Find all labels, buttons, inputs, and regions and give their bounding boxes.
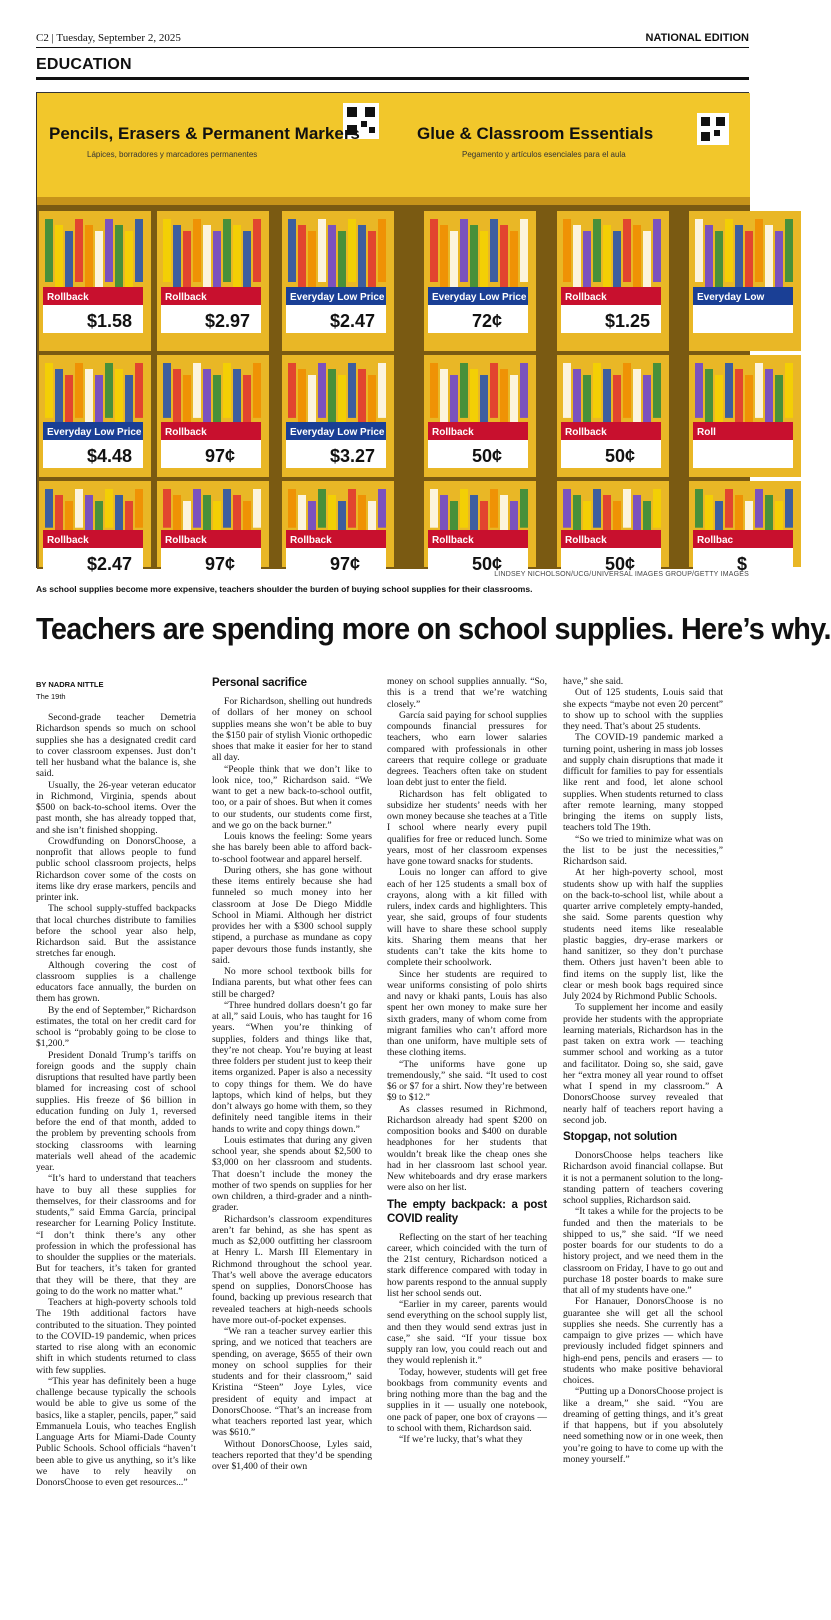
paragraph: have,” she said. <box>563 676 624 687</box>
price-tag <box>161 530 261 576</box>
price-tag-price: 50¢ <box>472 446 503 466</box>
supply-item <box>520 219 528 282</box>
supply-item <box>745 231 753 294</box>
paragraph: Louis estimates that during any given school year, she spends about $2,500 to $3,000 on her classroom and students. That doesn’t include the money the mother of two spends on supplies for her own children, a third-grader and a ninth-grader. <box>212 1134 372 1214</box>
supply-item <box>45 219 53 282</box>
supply-item <box>470 369 478 424</box>
supply-item <box>203 369 211 424</box>
price-tag-label: Rollback <box>47 535 89 546</box>
supply-item <box>695 219 703 282</box>
supply-item <box>755 363 763 418</box>
supply-item <box>115 225 123 288</box>
supply-item <box>223 363 231 418</box>
paragraph: As classes resumed in Richmond, Richardson already had spent $200 on composition books and $400 on durable headphones for her students that wouldn’t break like the cheap ones she had in her classroom last school year. New whiteboards and dry erase markers were also on her list. <box>387 1103 547 1194</box>
supply-item <box>725 219 733 282</box>
paragraph: Richardson has felt obligated to subsidize her students’ needs with her own money because she teaches at a Title I school where nearly every pupil qualifies for free or reduced lunch. Some years, most of her classroom expenses have gone toward snacks for students. <box>387 788 547 867</box>
paragraph: García said paying for school supplies compounds financial pressures for teachers, who earn lower salaries compared with professionals in other careers that require college or graduate degrees. Teachers often take on student loan debt just to enter the field. <box>387 709 547 789</box>
supply-item <box>125 375 133 430</box>
paragraph: At her high-poverty school, most students show up with half the supplies on the back-to-school list, while about a quarter arrive completely empty-handed, she said. Some parents question why students need items like resealable plastic baggies, dry-erase markers or hand sanitizer, so they don’t purchase them. Others just haven’t been able to find items on the supply list, like the clear or mesh book bags required since July 2024 by Richmond Public Schools. <box>563 867 723 1002</box>
price-tag-label: Roll <box>697 427 716 438</box>
supply-item <box>490 363 498 418</box>
supply-item <box>633 495 641 534</box>
header-rule <box>36 47 749 48</box>
supply-item <box>75 489 83 528</box>
price-tag <box>43 287 143 333</box>
supply-item <box>85 369 93 424</box>
supply-item <box>593 489 601 528</box>
price-tag <box>286 422 386 468</box>
paragraph: Richardson’s classroom expenditures aren’t far behind, as she has spent as much as $2,000 outfitting her classroom at Henry L. Marsh III Elementary in Richmond throughout the school year. That’s well above the average educators spend on supplies, DonorsChoose has found, backing up previous research that revealed teachers at high-needs schools have more out-of-pocket expenses. <box>212 1213 372 1326</box>
supply-item <box>328 495 336 534</box>
supply-item <box>785 363 793 418</box>
supply-item <box>430 363 438 418</box>
supply-item <box>520 489 528 528</box>
supply-item <box>358 369 366 424</box>
supply-item <box>460 363 468 418</box>
supply-item <box>573 495 581 534</box>
lead-photo <box>36 92 765 574</box>
paragraph: The school supply-stuffed backpacks that local churches distribute to families before the school year also help, Richardson said. But the assistance stretches far enough. <box>36 903 196 960</box>
price-tag-price: 97¢ <box>330 554 361 574</box>
section-rule <box>36 77 749 80</box>
issue-date: Tuesday, September 2, 2025 <box>56 32 181 44</box>
supply-item <box>253 363 261 418</box>
supply-item <box>233 225 241 288</box>
supply-item <box>298 369 306 424</box>
supply-item <box>705 495 713 534</box>
supply-item <box>173 495 181 534</box>
price-tag-label: Everyday Low Price <box>432 292 527 303</box>
sign-left-subtitle: Lápices, borradores y marcadores permanentes <box>87 150 258 159</box>
price-tag <box>428 287 528 333</box>
price-tag-label: Rollback <box>565 535 607 546</box>
price-tag-label: Rollback <box>565 292 607 303</box>
supply-item <box>653 219 661 282</box>
supply-item <box>583 375 591 430</box>
supply-item <box>430 489 438 528</box>
paragraph: money on school supplies annually. “So, this is a trend that we’re watching closely.” <box>387 676 547 710</box>
paragraph: “People think that we don’t like to look nice, too,” Richardson said. “We want to get a new back-to-school outfit, too, or a pair of shoes. But when it comes to our students, our students come first, and we go on the back burner.” <box>212 763 372 831</box>
paragraph: President Donald Trump’s tariffs on foreign goods and the supply chain disruptions that resulted have partly been blamed for increasing cost of school supplies. His freeze of $6 billion in education funding on July 1, reversed before the end of that month, added to the problem by preventing schools from stocking classrooms with learning materials well ahead of the academic year. <box>36 1049 196 1173</box>
supply-item <box>573 369 581 424</box>
supply-item <box>450 375 458 430</box>
supply-item <box>338 231 346 294</box>
supply-item <box>470 225 478 288</box>
supply-item <box>715 375 723 430</box>
supply-item <box>253 219 261 282</box>
price-tag <box>561 287 661 333</box>
supply-item <box>75 219 83 282</box>
supply-item <box>243 375 251 430</box>
supply-item <box>460 489 468 528</box>
paragraph: During others, she has gone without these items entirely because she had funneled so much money into her classroom at Jose De Diego Middle School in Miami. Although her district provides her with a $300 school supply stipend, a purchase as mundane as copy paper devours those funds instantly, she said. <box>212 864 372 966</box>
price-tag <box>43 530 143 576</box>
supply-item <box>785 489 793 528</box>
supply-item <box>243 231 251 294</box>
supply-item <box>633 369 641 424</box>
supply-item <box>500 495 508 534</box>
supply-item <box>203 225 211 288</box>
supply-item <box>308 231 316 294</box>
price-tag-price: 50¢ <box>605 446 636 466</box>
price-tag <box>161 422 261 468</box>
supply-item <box>470 495 478 534</box>
supply-item <box>725 489 733 528</box>
article-headline: Teachers are spending more on school supplies. Here’s why. <box>36 611 831 646</box>
school-supply-shelves-photo <box>37 93 765 574</box>
supply-item <box>613 375 621 430</box>
supply-item <box>328 225 336 288</box>
supply-item <box>490 489 498 528</box>
price-tag-label: Everyday Low Price <box>47 427 142 438</box>
supply-item <box>135 489 143 528</box>
price-tag <box>428 530 528 576</box>
price-tag-label: Rollback <box>432 535 474 546</box>
supply-item <box>500 369 508 424</box>
price-tag-price: $ <box>737 554 748 574</box>
price-tag-price: $3.27 <box>330 446 376 466</box>
price-tag-label: Everyday Low <box>697 292 765 303</box>
supply-item <box>563 363 571 418</box>
supply-item <box>755 219 763 282</box>
supply-item <box>480 375 488 430</box>
supply-item <box>593 363 601 418</box>
supply-item <box>233 495 241 534</box>
page-header <box>36 30 749 48</box>
supply-item <box>298 495 306 534</box>
supply-item <box>105 489 113 528</box>
supply-item <box>735 495 743 534</box>
price-tag-price: $1.25 <box>605 311 651 331</box>
price-tag-price: $1.58 <box>87 311 133 331</box>
price-tag-label: Rollback <box>47 292 89 303</box>
supply-item <box>233 369 241 424</box>
supply-item <box>358 225 366 288</box>
price-tag-price: 50¢ <box>605 554 636 574</box>
supply-item <box>378 363 386 418</box>
supply-item <box>328 369 336 424</box>
supply-item <box>430 219 438 282</box>
price-tag-price: 97¢ <box>205 446 236 466</box>
supply-item <box>653 489 661 528</box>
supply-item <box>105 219 113 282</box>
supply-item <box>105 363 113 418</box>
supply-item <box>348 219 356 282</box>
section-title: EDUCATION <box>36 56 132 73</box>
supply-item <box>440 495 448 534</box>
paragraph: “The uniforms have gone up tremendously,” she said. “It used to cost $6 or $7 for a shirt. Now they’re between $9 to $12.” <box>387 1058 547 1104</box>
supply-item <box>85 495 93 534</box>
supply-item <box>115 495 123 534</box>
supply-item <box>695 489 703 528</box>
sign-right-subtitle: Pegamento y artículos esenciales para el aula <box>462 150 626 159</box>
paragraph: Second-grade teacher Demetria Richardson spends so much on school supplies she has a designated credit card to cover classroom expenses. Just don’t tell her husband what the balance is, she said. <box>36 712 196 780</box>
supply-item <box>510 375 518 430</box>
price-tag-label: Rollback <box>290 535 332 546</box>
supply-item <box>288 489 296 528</box>
supply-item <box>55 225 63 288</box>
article-column-3 <box>387 676 547 1445</box>
price-tag-label: Rollback <box>165 292 207 303</box>
supply-item <box>348 489 356 528</box>
photo-credit: LINDSEY NICHOLSON/UCG/UNIVERSAL IMAGES GROUP/GETTY IMAGES <box>494 571 749 578</box>
paragraph: For Hanauer, DonorsChoose is no guarantee she will get all the school supplies she needs. She currently has a campaign to give prizes — which have previously included fidget spinners and high-end pens, pencils and erasers — to students who make positive behavioral choices. <box>563 1296 723 1386</box>
supply-item <box>65 231 73 294</box>
supply-item <box>603 495 611 534</box>
supply-item <box>173 225 181 288</box>
supply-item <box>623 219 631 282</box>
price-tag <box>428 422 528 468</box>
supply-item <box>633 225 641 288</box>
paragraph: Out of 125 students, Louis said that she expects “maybe not even 20 percent” to show up to school with the supplies they need. That’s about 25 students. <box>563 687 723 732</box>
supply-item <box>75 363 83 418</box>
supply-item <box>85 225 93 288</box>
supply-item <box>308 375 316 430</box>
price-tag <box>561 422 661 468</box>
byline-organization: The 19th <box>36 692 66 701</box>
supply-item <box>348 363 356 418</box>
paragraph: “So we tried to minimize what was on the list to be just the necessities,” Richardson said. <box>563 833 723 867</box>
supply-item <box>613 231 621 294</box>
supply-item <box>193 363 201 418</box>
subhead-personal-sacrifice: Personal sacrifice <box>212 677 307 689</box>
supply-item <box>45 363 53 418</box>
paragraph: Since her students are required to wear uniforms consisting of polo shirts and navy or khaki pants, Louis has also spent her own money to make sure her sixth graders, many of whom come from migrant families who can’t afford more than one uniform, have multiple sets of these clothing items. <box>387 968 547 1059</box>
subhead-stopgap: Stopgap, not solution <box>563 1131 677 1143</box>
sign-right-title: Glue & Classroom Essentials <box>417 124 654 143</box>
supply-item <box>163 489 171 528</box>
supply-item <box>203 495 211 534</box>
supply-item <box>695 363 703 418</box>
page-folio: C2 | Tuesday, September 2, 2025 <box>36 32 181 44</box>
supply-item <box>725 363 733 418</box>
supply-item <box>318 489 326 528</box>
supply-item <box>775 375 783 430</box>
price-tag-price: $2.47 <box>87 554 133 574</box>
supply-item <box>213 375 221 430</box>
price-tag <box>693 422 793 468</box>
price-tag-price: 72¢ <box>472 311 503 331</box>
paragraph: “Putting up a DonorsChoose project is like a dream,” she said. “You are dreaming of getting things, and it’s great if that happens, but if you absolutely need something now or in one week, then you’re going to have to come up with the money yourself.” <box>563 1386 723 1465</box>
supply-item <box>520 363 528 418</box>
supply-item <box>95 231 103 294</box>
supply-item <box>755 489 763 528</box>
supply-item <box>115 369 123 424</box>
price-tag-label: Everyday Low Price <box>290 292 385 303</box>
paragraph: Reflecting on the start of her teaching career, which coincided with the turn of the 21st century, Richardson noticed a stark difference compared with today in how parents respond to the annual supply list her school sends out. <box>387 1231 547 1299</box>
supply-item <box>583 231 591 294</box>
price-tag <box>561 530 661 576</box>
supply-item <box>163 363 171 418</box>
paragraph: Today, however, students will get free bookbags from community events and bring nothing more than the bag and the supplies in it — usually one notebook, one pack of paper, one box of crayons — to school with them, Richardson said. <box>387 1366 547 1434</box>
paragraph: “It’s hard to understand that teachers have to buy all these supplies for themselves, for their classrooms and for students,” said Emma García, principal researcher for Learning Policy Institute. “I don’t think there’s any other profession in which the professional has to shoulder the supplies or the materials. But for teachers, it’s taken for granted that they will be there, that they are going to do the work no matter what.” <box>36 1173 196 1297</box>
page-number: C2 <box>36 32 49 44</box>
supply-item <box>95 375 103 430</box>
supply-item <box>163 219 171 282</box>
supply-item <box>135 363 143 418</box>
supply-item <box>735 369 743 424</box>
supply-item <box>368 231 376 294</box>
supply-item <box>775 231 783 294</box>
supply-item <box>623 489 631 528</box>
price-tag-label: Rollback <box>565 427 607 438</box>
supply-item <box>440 369 448 424</box>
paragraph: Without DonorsChoose, Lyles said, teachers reported that they’d be spending over $1,400 of their own <box>212 1438 372 1472</box>
supply-item <box>223 489 231 528</box>
supply-item <box>623 363 631 418</box>
supply-item <box>125 231 133 294</box>
paragraph: Louis knows the feeling: Some years she has barely been able to afford back-to-school footwear and apparel herself. <box>212 831 372 865</box>
supply-item <box>378 489 386 528</box>
supply-item <box>173 369 181 424</box>
supply-item <box>135 219 143 282</box>
paragraph: Teachers at high-poverty schools told The 19th additional factors have contributed to the situation. They pointed to the COVID-19 pandemic, when prices started to rise along with an economic shift in which students returned to class with few supplies. <box>36 1297 196 1376</box>
supply-item <box>318 363 326 418</box>
supply-item <box>715 231 723 294</box>
price-tag-price: $2.97 <box>205 311 251 331</box>
supply-item <box>253 489 261 528</box>
supply-item <box>705 369 713 424</box>
supply-item <box>358 495 366 534</box>
paragraph: Usually, the 26-year veteran educator in Richmond, Virginia, spends about $500 on back-to-school items. Over the past month, she has already topped that, and she isn’t finished shopping. <box>36 779 196 836</box>
supply-item <box>653 363 661 418</box>
supply-item <box>765 495 773 534</box>
supply-item <box>765 369 773 424</box>
supply-item <box>55 369 63 424</box>
supply-item <box>460 219 468 282</box>
supply-item <box>45 489 53 528</box>
paragraph: “We ran a teacher survey earlier this spring, and we noticed that teachers are spending, on average, $655 of their own money on school supplies for their students and for their classroom,” said Kristina “Steen” Joye Lyles, vice president of equity and impact at DonorsChoose. “That’s an increase from what teachers reported last year, which was $610.” <box>212 1326 372 1439</box>
price-tag <box>43 422 143 468</box>
supply-item <box>603 225 611 288</box>
supply-item <box>338 375 346 430</box>
article-column-1 <box>36 712 196 1488</box>
price-tag <box>286 287 386 333</box>
paragraph: Crowdfunding on DonorsChoose, a nonprofit that allows people to fund public school classroom projects, helps Richardson cover some of the costs on items like dry erase markers, pencils and printer ink. <box>36 835 196 903</box>
supply-item <box>223 219 231 282</box>
paragraph: “Earlier in my career, parents would send everything on the school supply list, and then they would send extras just in case,” she said. “If your tissue box supply ran low, you could reach out and they would replenish it.” <box>387 1299 547 1367</box>
qr-code-icon <box>697 113 729 145</box>
supply-item <box>563 219 571 282</box>
paragraph: By the end of September,” Richardson estimates, the total on her credit card for school is “probably going to be close to $1,200.” <box>36 1004 196 1050</box>
supply-item <box>563 489 571 528</box>
supply-item <box>480 231 488 294</box>
supply-item <box>378 219 386 282</box>
supply-item <box>573 225 581 288</box>
paragraph: “It takes a while for the projects to be funded and then the materials to be shipped to us,” she said. “If we need poster boards for our students to do a history project, and we need them in the classroom on Friday, I have to go out and purchase 18 poster boards to make sure that all of my students have one.” <box>563 1206 723 1296</box>
supply-item <box>183 375 191 430</box>
photo-caption: As school supplies become more expensive, teachers shoulder the burden of buying school supplies for their classrooms. <box>36 584 533 594</box>
price-tag-label: Rollback <box>432 427 474 438</box>
supply-item <box>318 219 326 282</box>
supply-item <box>288 219 296 282</box>
article-column-2 <box>212 676 372 1472</box>
price-tag-price: $2.47 <box>330 311 376 331</box>
supply-item <box>368 375 376 430</box>
supply-item <box>643 231 651 294</box>
paragraph: The COVID-19 pandemic marked a turning point, ushering in mass job losses and supply chain disruptions that made it difficult for families to pay for essentials like rent and food, let alone school supplies. When students returned to class after remote learning, many stopped bringing the items on supply lists, teachers told The 19th. <box>563 732 723 834</box>
paragraph: “If we’re lucky, that’s what they <box>399 1434 523 1445</box>
price-tag <box>161 287 261 333</box>
article-column-4 <box>563 676 723 1465</box>
supply-item <box>735 225 743 288</box>
price-tag-label: Everyday Low Price <box>290 427 385 438</box>
supply-item <box>705 225 713 288</box>
supply-item <box>765 225 773 288</box>
supply-item <box>785 219 793 282</box>
price-tag <box>693 530 793 576</box>
subhead-empty-backpack: The empty backpack: a post COVID reality <box>387 1198 547 1225</box>
sign-left-title: Pencils, Erasers & Permanent Markers <box>49 124 360 143</box>
supply-item <box>298 225 306 288</box>
supply-item <box>510 231 518 294</box>
supply-item <box>65 375 73 430</box>
supply-item <box>213 231 221 294</box>
price-tag <box>693 287 793 333</box>
supply-item <box>440 225 448 288</box>
price-tag-price: $4.48 <box>87 446 133 466</box>
paragraph: No more school textbook bills for Indiana parents, but what other fees can still be charged? <box>212 966 372 1000</box>
supply-item <box>193 219 201 282</box>
paragraph: DonorsChoose helps teachers like Richardson avoid financial collapse. But it is not a permanent solution to the long-standing pattern of teachers covering school supplies, Richardson said. <box>563 1150 723 1206</box>
supply-item <box>603 369 611 424</box>
price-tag-price: 50¢ <box>472 554 503 574</box>
supply-item <box>500 225 508 288</box>
byline: BY NADRA NITTLE <box>36 680 104 689</box>
paragraph: Although covering the cost of classroom supplies is a challenge educators face annually, the burden on them has grown. <box>36 959 196 1005</box>
price-tag <box>286 530 386 576</box>
price-tag-label: Rollback <box>165 535 207 546</box>
price-tag-price: 97¢ <box>205 554 236 574</box>
supply-item <box>490 219 498 282</box>
paragraph: For Richardson, shelling out hundreds of dollars of her money on school supplies means she won’t be able to buy the $150 pair of stylish Vionic orthopedic shoes that make it easier for her to stand all day. <box>212 696 372 764</box>
supply-item <box>643 375 651 430</box>
supply-item <box>183 231 191 294</box>
price-tag-label: Rollbac <box>697 535 734 546</box>
supply-item <box>55 495 63 534</box>
paragraph: To supplement her income and easily provide her students with the appropriate learning materials, Richardson has in the past taken on extra work — teaching summer school and working as a tutor and facilitator. Doing so, she said, gave her “extra money all year round to offset what I spend in my classroom.” A DonorsChoose survey revealed that nearly half of teachers report having a second job. <box>563 1002 723 1126</box>
supply-item <box>745 375 753 430</box>
edition-label: NATIONAL EDITION <box>645 32 749 44</box>
paragraph: “This year has definitely been a huge challenge because typically the schools would be able to give us some of the basics, like a stapler, pencils, paper,” said Emmanuela Louis, who teaches English Language Arts for Miami-Dade County Public Schools. School officials “haven’t been able to give us anything, so it’s like we have to rely heavily on DonorsChoose to even get resources...” <box>36 1375 196 1488</box>
paragraph: “Three hundred dollars doesn’t go far at all,” said Louis, who has taught for 16 years. “When you’re thinking of supplies, folders and things like that, they’re not cheap. You’re buying at least three folders per student just to keep their items organized. Paper is also a necessity to copy things for them. We do have laptops, which kind of helps, but they don’t always go home with them, so they definitely need tangible items in their hands to write and copy things down.” <box>212 999 372 1135</box>
price-tag-label: Rollback <box>165 427 207 438</box>
supply-item <box>288 363 296 418</box>
paragraph: Louis no longer can afford to give each of her 125 students a small box of crayons, along with a kit filled with rulers, index cards and highlighters. This year, she said, groups of four students will have to share these school supply kits. Sharing them means that her students can’t take the kits home to complete their schoolwork. <box>387 867 547 969</box>
supply-item <box>450 231 458 294</box>
supply-item <box>193 489 201 528</box>
supply-item <box>593 219 601 282</box>
